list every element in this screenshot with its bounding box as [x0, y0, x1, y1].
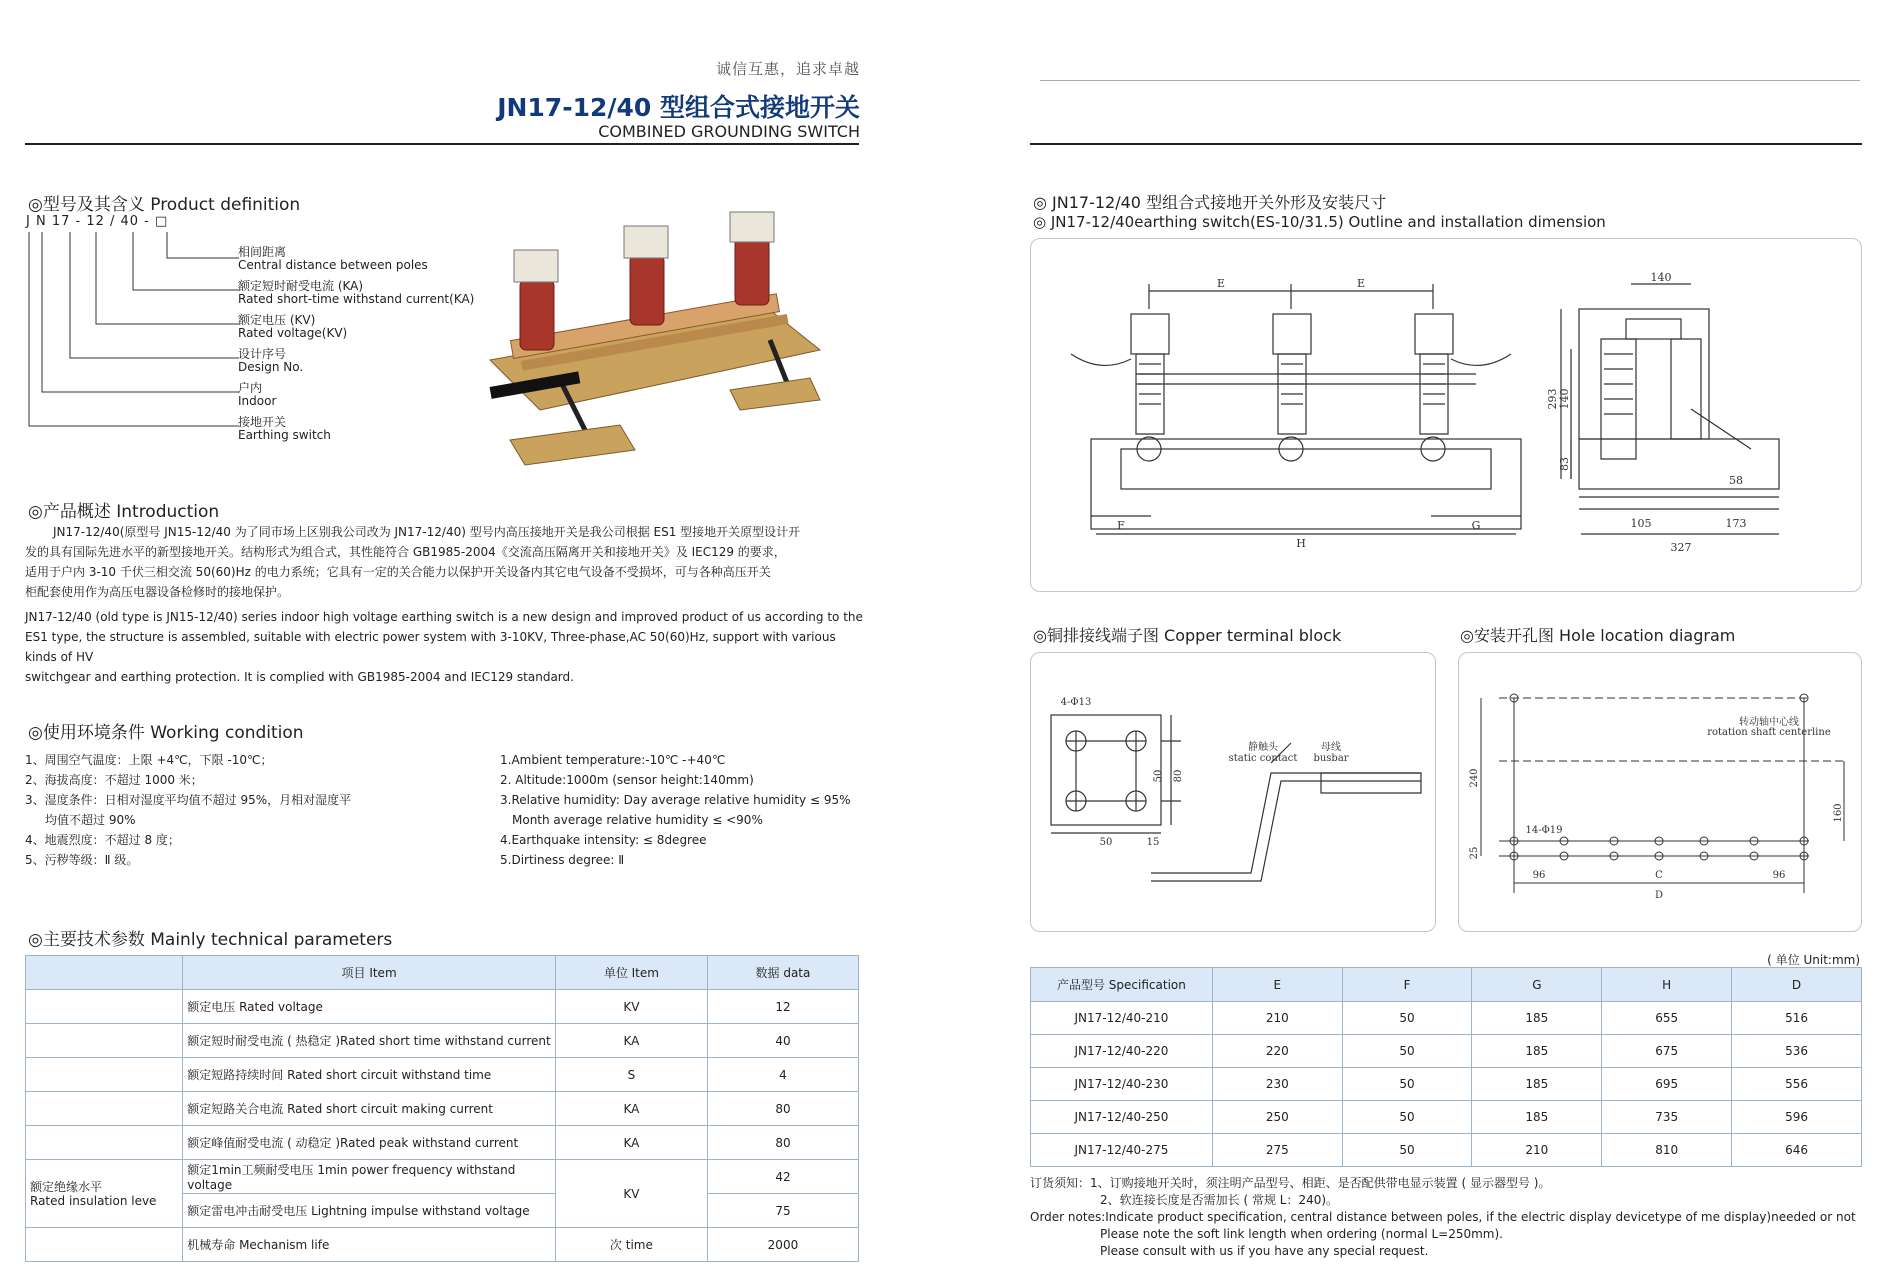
slogan: 诚信互惠，追求卓越 [715, 60, 860, 78]
def-item-earthing: 接地开关 Earthing switch [238, 415, 331, 442]
table-row: 额定绝缘水平 Rated insulation leve 额定1min工频耐受电压 1min power frequency withstand voltage KV 42 [26, 1160, 859, 1194]
table-row: JN17-12/40-250 250 50 185 735 596 [1031, 1101, 1862, 1134]
tech-params-table [25, 955, 859, 1262]
holes-drawing-frame [1458, 652, 1862, 932]
introduction-heading: ◎产品概述 Introduction [28, 502, 220, 522]
def-item-distance: 相间距离 Central distance between poles [238, 245, 428, 272]
dim-h: H [1296, 537, 1306, 550]
outline-drawing [1031, 239, 1861, 591]
introduction-en: JN17-12/40 (old type is JN15-12/40) series indoor high voltage earthing switch is a new design and improved product of us according to the ES1 type, the structure is assembled, suitable with electric power system with 3-10KV, Three-phase,AC 50(60)Hz, support with various kinds of HV switchgear and earthing protection. It is complied with GB1985-2004 and IEC129 standard. [25, 610, 863, 684]
spec-table: 产品型号 Specification E F G H D JN17-12/40-210 210 50 185 655 516 JN17-12/40-220 220 50 185 675 536 JN17-12/40-230 230 50 185 695 556 JN17-12/40-250 250 50 185 735 596 JN17-12/40-275 275 50 210 810 646 [1030, 967, 1862, 1167]
outline-drawing-frame [1030, 238, 1862, 592]
working-condition-cn: 1、周围空气温度：上限 +4℃，下限 -10℃； 2、海拔高度：不超过 1000 米； 3、湿度条件：日相对湿度平均值不超过 95%，月相对湿度平 均值不超过 90% 4、地震烈度：不超过 8 度； 5、污秽等级：Ⅱ 级。 [25, 753, 352, 867]
static-contact-cn: 静触头 [1248, 742, 1278, 753]
holes-dim-160: 160 [1833, 803, 1844, 823]
table-row: 额定短路关合电流 Rated short circuit making current KA 80 [26, 1092, 859, 1126]
product-definition-heading: ◎型号及其含义 Product definition [28, 195, 301, 215]
rotation-shaft-cn: 转动轴中心线 [1739, 717, 1799, 728]
insulation-group-label: 额定绝缘水平 Rated insulation leve [26, 1160, 183, 1228]
holes-dim-240: 240 [1469, 768, 1480, 788]
holes-drawing [1459, 653, 1861, 931]
dim-e2: E [1356, 277, 1366, 290]
header-rule-right [1030, 143, 1862, 145]
header-rule-left [25, 143, 859, 145]
dim-105: 105 [1630, 517, 1652, 530]
def-item-design: 设计序号 Design No. [238, 347, 304, 374]
page-title: JN17-12/40 型组合式接地开关 [497, 93, 860, 122]
dim-173: 173 [1725, 517, 1747, 530]
copper-hole-label: 4-Φ13 [1060, 697, 1092, 708]
order-notes: 订货须知：1、订购接地开关时，须注明产品型号、相距、是否配供带电显示装置 ( 显示器型号 )。 2、软连接长度是否需加长 ( 常规 L：240)。 Order notes:Indicate product specification, central distance between poles, if the electric display devicetype of me display)needed or not Please note the soft link length when ordering (normal L=250mm). Please consult with us if you have any special request. [1030, 1176, 1856, 1258]
copper-drawing-frame [1030, 652, 1436, 932]
table-row: 额定短路持续时间 Rated short circuit withstand time S 4 [26, 1058, 859, 1092]
table-row: 额定峰值耐受电流 ( 动稳定 )Rated peak withstand current KA 80 [26, 1126, 859, 1160]
dim-327: 327 [1670, 541, 1692, 554]
copper-dim-50b: 50 [1099, 837, 1113, 848]
dim-140b: 140 [1558, 388, 1571, 410]
holes-dim-96b: 96 [1772, 870, 1786, 881]
introduction-cn: JN17-12/40(原型号 JN15-12/40 为了同市场上区别我公司改为 JN17-12/40) 型号内高压接地开关是我公司根据 ES1 型接地开关原型设计开 发的具有国际先进水平的新型接地开关。结构形式为组合式，其性能符合 GB1985-2004《交流高压隔离开关和接地开关》及 IEC129 的要求， 适用于户内 3-10 千伏三相交流 50(60)Hz 的电力系统；它具有一定的关合能力以保护开关设备内其它电气设备不受损坏，可与各种高压开关 柜配套使用作为高压电器设备检修时的接地保护。 [25, 525, 801, 599]
unit-note: ( 单位 Unit:mm) [1767, 953, 1860, 967]
copper-dim-50a: 50 [1153, 769, 1164, 783]
outline-heading-en: ◎ JN17-12/40earthing switch(ES-10/31.5) Outline and installation dimension [1033, 213, 1606, 231]
holes-dim-96a: 96 [1532, 870, 1546, 881]
tech-params-heading: ◎主要技术参数 Mainly technical parameters [28, 930, 393, 950]
def-item-current: 额定短时耐受电流 (KA) Rated short-time withstand current(KA) [238, 279, 475, 306]
table-row: 额定电压 Rated voltage KV 12 [26, 990, 859, 1024]
table-row: JN17-12/40-220 220 50 185 675 536 [1031, 1035, 1862, 1068]
dim-g: G [1471, 519, 1481, 532]
table-row: JN17-12/40-230 230 50 185 695 556 [1031, 1068, 1862, 1101]
holes-heading: ◎安装开孔图 Hole location diagram [1460, 626, 1736, 645]
table-row: JN17-12/40-275 275 50 210 810 646 [1031, 1134, 1862, 1167]
col-item: 项目 Item [183, 956, 556, 990]
holes-dim-c: C [1655, 870, 1663, 881]
working-condition-en: 1.Ambient temperature:-10℃ -+40℃ 2. Altitude:1000m (sensor height:140mm) 3.Relative humidity: Day average relative humidity ≤ 95% Month average relative humidity ≤ <90% 4.Earthquake intensity: ≤ 8degree 5.Dirtiness degree: Ⅱ [500, 753, 851, 867]
outline-heading-cn: ◎ JN17-12/40 型组合式接地开关外形及安装尺寸 [1033, 193, 1387, 212]
dim-58: 58 [1729, 474, 1743, 487]
copper-dim-15: 15 [1146, 837, 1160, 848]
model-code: J N 17 - 12 / 40 - □ [26, 214, 169, 229]
holes-count: 14-Φ19 [1525, 825, 1563, 836]
table-row: 额定短时耐受电流 ( 热稳定 )Rated short time withstand current KA 40 [26, 1024, 859, 1058]
page-subtitle: COMBINED GROUNDING SWITCH [598, 122, 860, 141]
copper-heading: ◎铜排接线端子图 Copper terminal block [1033, 626, 1342, 645]
def-item-voltage: 额定电压 (KV) Rated voltage(KV) [238, 313, 348, 340]
busbar-en: busbar [1313, 753, 1349, 764]
table-row: 额定雷电冲击耐受电压 Lightning impulse withstand voltage 75 [26, 1194, 859, 1228]
dim-293: 293 [1546, 388, 1559, 410]
product-photo [470, 210, 850, 470]
static-contact-en: static contact [1228, 753, 1298, 764]
def-item-indoor: 户内 Indoor [238, 381, 277, 408]
dim-f: F [1117, 519, 1125, 532]
dim-83: 83 [1558, 457, 1571, 471]
dim-140: 140 [1650, 271, 1672, 284]
table-row: JN17-12/40-210 210 50 185 655 516 [1031, 1002, 1862, 1035]
rotation-shaft-en: rotation shaft centerline [1707, 727, 1831, 738]
col-data: 数据 data [707, 956, 858, 990]
copper-drawing [1031, 653, 1435, 931]
table-row: 机械寿命 Mechanism life 次 time 2000 [26, 1228, 859, 1262]
holes-dim-25: 25 [1469, 846, 1480, 860]
copper-dim-80: 80 [1173, 769, 1184, 783]
model-code-leader-lines [25, 228, 245, 448]
definition-list [238, 246, 474, 450]
working-condition-heading: ◎使用环境条件 Working condition [28, 723, 304, 743]
header-thin-rule-right [1040, 80, 1860, 81]
busbar-cn: 母线 [1321, 742, 1341, 753]
col-unit: 单位 Item [555, 956, 707, 990]
holes-dim-d: D [1654, 890, 1664, 901]
dim-e1: E [1216, 277, 1226, 290]
